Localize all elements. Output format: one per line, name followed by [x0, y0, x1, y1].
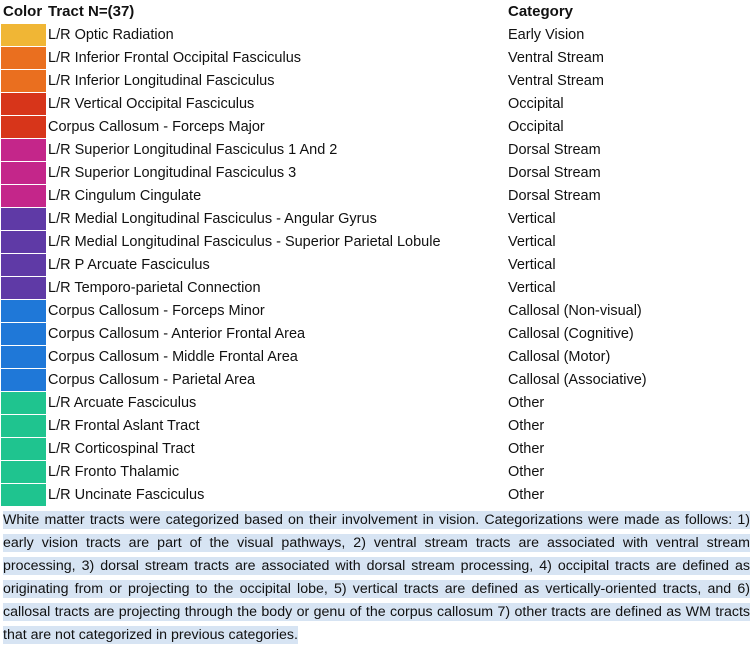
category-column-header: Category — [508, 3, 574, 20]
table-row — [0, 368, 755, 391]
tract-category: Vertical — [508, 234, 556, 250]
tract-category: Callosal (Cognitive) — [508, 326, 634, 342]
table-row — [0, 483, 755, 506]
tract-category: Callosal (Motor) — [508, 349, 611, 365]
color-swatch — [1, 461, 46, 483]
color-swatch — [1, 231, 46, 253]
color-swatch — [1, 47, 46, 69]
table-row — [0, 69, 755, 92]
tract-name: Corpus Callosum - Middle Frontal Area — [48, 349, 298, 365]
tract-category: Other — [508, 487, 545, 503]
table-row — [0, 115, 755, 138]
tract-category: Ventral Stream — [508, 50, 604, 66]
color-swatch — [1, 208, 46, 230]
table-body — [0, 23, 755, 506]
table-row — [0, 46, 755, 69]
color-swatch — [1, 369, 46, 391]
tract-name: Corpus Callosum - Parietal Area — [48, 372, 256, 388]
tract-name: L/R Corticospinal Tract — [48, 441, 195, 457]
table-row — [0, 253, 755, 276]
color-swatch — [1, 139, 46, 161]
tract-name: Corpus Callosum - Anterior Frontal Area — [48, 326, 306, 342]
color-swatch — [1, 346, 46, 368]
color-swatch — [1, 484, 46, 506]
table-row — [0, 460, 755, 483]
color-swatch — [1, 70, 46, 92]
color-swatch — [1, 323, 46, 345]
tract-category: Other — [508, 418, 545, 434]
color-swatch — [1, 116, 46, 138]
table-row — [0, 161, 755, 184]
tract-column-header: Tract N=(37) — [48, 3, 135, 20]
tract-category: Vertical — [508, 257, 556, 273]
tract-name: L/R Superior Longitudinal Fasciculus 3 — [48, 165, 297, 181]
table-row — [0, 322, 755, 345]
tract-name: L/R Medial Longitudinal Fasciculus - Angular Gyrus — [48, 211, 377, 227]
caption-text: White matter tracts were categorized based on their involvement in vision. Categorizations were made as follows: 1) early vision tracts are part of the visual pathways, 2) ventral stream tracts are associated with ventral stream processing, 3) dorsal stream tracts are associated with dorsal stream processing, 4) occipital tracts are defined as originating from or projecting to the occipital lobe, 5) vertical tracts are defined as vertically-oriented tracts, and 6) callosal tracts are projecting through the body or genu of the corpus callosum 7) other tracts are defined as WM tracts that are not categorized in previous categories. — [3, 512, 750, 643]
color-swatch — [1, 24, 46, 46]
tract-name: L/R Cingulum Cingulate — [48, 188, 202, 204]
tract-name: L/R Temporo-parietal Connection — [48, 280, 261, 296]
tract-name: L/R Inferior Longitudinal Fasciculus — [48, 73, 275, 89]
tract-name: L/R Arcuate Fasciculus — [48, 395, 197, 411]
color-swatch — [1, 438, 46, 460]
table-row — [0, 23, 755, 46]
tract-name: L/R Medial Longitudinal Fasciculus - Superior Parietal Lobule — [48, 234, 441, 250]
tract-category: Occipital — [508, 119, 564, 135]
table-row — [0, 437, 755, 460]
tract-category: Ventral Stream — [508, 73, 604, 89]
tract-name: Corpus Callosum - Forceps Minor — [48, 303, 265, 319]
table-caption — [3, 509, 750, 647]
color-swatch — [1, 185, 46, 207]
table-row — [0, 230, 755, 253]
tract-name: L/R P Arcuate Fasciculus — [48, 257, 210, 273]
table-row — [0, 414, 755, 437]
table-header — [0, 0, 755, 23]
tract-category: Callosal (Associative) — [508, 372, 647, 388]
color-swatch — [1, 254, 46, 276]
color-column-header: Color — [3, 3, 43, 20]
table-row — [0, 207, 755, 230]
tract-category: Callosal (Non-visual) — [508, 303, 642, 319]
tract-name: L/R Frontal Aslant Tract — [48, 418, 200, 434]
tract-category: Other — [508, 441, 545, 457]
table-row — [0, 299, 755, 322]
table-row — [0, 276, 755, 299]
tract-category: Dorsal Stream — [508, 165, 601, 181]
tract-name: L/R Fronto Thalamic — [48, 464, 180, 480]
color-swatch — [1, 162, 46, 184]
color-swatch — [1, 93, 46, 115]
tract-category: Dorsal Stream — [508, 188, 601, 204]
tract-name: L/R Vertical Occipital Fasciculus — [48, 96, 255, 112]
tract-name: Corpus Callosum - Forceps Major — [48, 119, 265, 135]
tract-name: L/R Optic Radiation — [48, 27, 174, 43]
tract-category: Vertical — [508, 211, 556, 227]
tract-name: L/R Superior Longitudinal Fasciculus 1 And 2 — [48, 142, 338, 158]
tract-name: L/R Uncinate Fasciculus — [48, 487, 205, 503]
table-row — [0, 184, 755, 207]
color-swatch — [1, 277, 46, 299]
color-swatch — [1, 415, 46, 437]
table-row — [0, 345, 755, 368]
tract-category: Occipital — [508, 96, 564, 112]
color-swatch — [1, 300, 46, 322]
table-row — [0, 92, 755, 115]
tract-name: L/R Inferior Frontal Occipital Fasciculus — [48, 50, 302, 66]
tract-category: Dorsal Stream — [508, 142, 601, 158]
color-swatch — [1, 392, 46, 414]
tract-category: Early Vision — [508, 27, 585, 43]
tract-category: Other — [508, 464, 545, 480]
table-row — [0, 391, 755, 414]
tract-category: Other — [508, 395, 545, 411]
tract-category: Vertical — [508, 280, 556, 296]
table-row — [0, 138, 755, 161]
